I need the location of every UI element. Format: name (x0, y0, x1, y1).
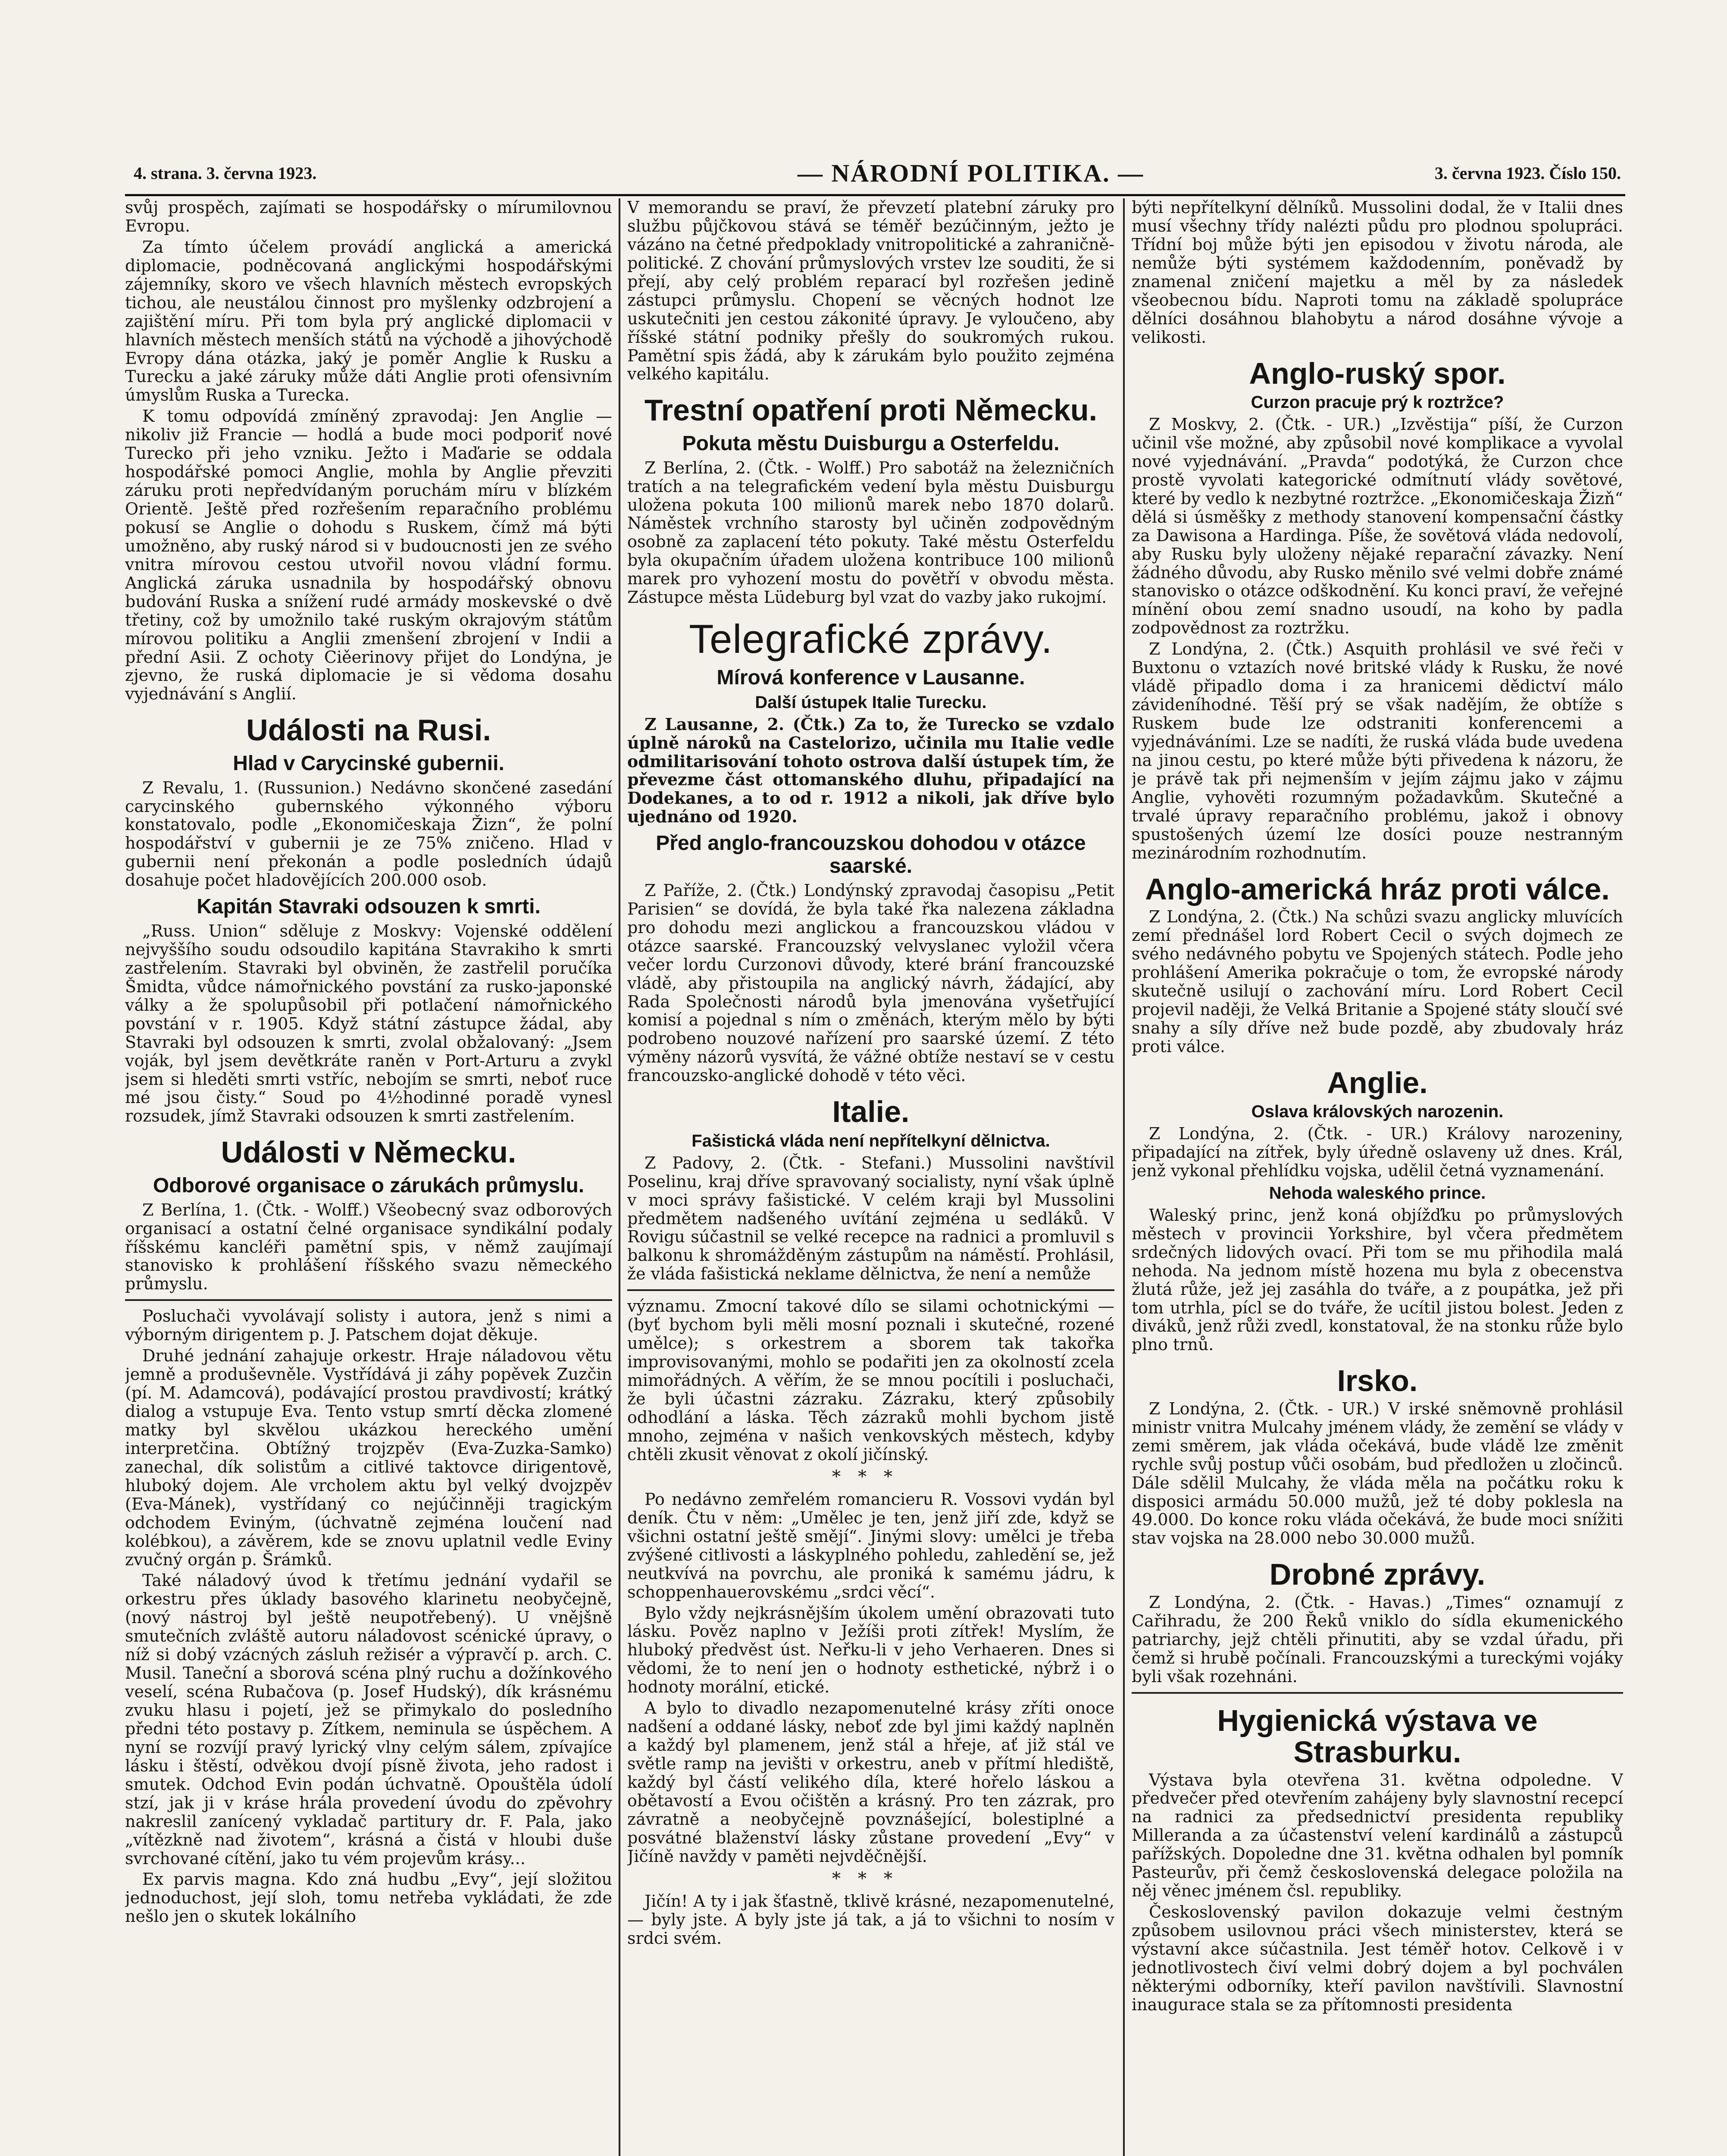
paragraph: A bylo to divadlo nezapomenutelné krásy zříti onoce nadšení a oddané lásky, neboť zde byl jimi každý naplněn a každý byl plamenem, jenž stál a hřeje, ať již stál ve světle ramp na jevišti v orkestru, aneb v přítmí hlediště, každý byl částí velikého díla, které hořelo láskou a obětavostí a Evou očištěn a krásný. Pro ten zázrak, pro závratně a neobyčejně povznášející, bolestiplné a posvátné blaženství lásky zůstane provedení „Evy“ v Jičíně navždy v paměti nejvděčnější. (627, 1698, 1114, 1866)
paragraph: Z Moskvy, 2. (Čtk. - UR.) „Izvěstija“ píší, že Curzon učinil vše možné, aby způsobil nové komplikace a vyvolal nové vyjednávání. „Pravda“ podotýká, že Curzon chce prostě vyvolati kategorické odmítnutí vlády sovětové, které by vedlo k nezbytné roztržce. „Ekonomičeskaja Žizň“ dělá si úsměšky z methody stanovení kompensační částky za Dawisona a Hardinga. Píše, že sovětová vláda nedovolí, aby Rusku byly uloženy nějaké reparační závazky. Není žádného důvodu, aby Rusko měnilo své velmi dobře známé stanovisko o otázce odškodnění. Ku konci praví, že veřejné mínění obou zemí snadno usoudí, na koho by padla zodpovědnost za roztržku. (1132, 415, 1623, 638)
section-heading-anglorusky: Anglo-ruský spor. (1249, 356, 1506, 390)
paragraph: V memorandu se praví, že převzetí platební záruky pro službu půjčkovou stává se téměř bezúčinným, ježto je vázáno na četné předpoklady vnitropolitické a zahraničně-politické. Z chování průmyslových vrstev lze souditi, že si přejí, aby celý problém reparací byl rozřešen jedině zástupci průmyslu. Chopení se věcných hodnot lze uskutečniti jen cestou zákonité úpravy. Je vyloučeno, aby říšské státní podniky přešly do soukromých rukou. Pamětní spis žádá, aby k zárukám bylo použito zejména velkého kapitálu. (627, 198, 1114, 384)
column-1 (125, 198, 612, 2156)
section-heading-nemecku: Události v Německu. (221, 1135, 516, 1169)
paragraph: Za tímto účelem provádí anglická a americká diplomacie, podněcovaná anglickými hospodářskými zájemníky, skoro ve všech hlavních městech evropských tichou, ale neustálou činnost pro myšlenky odzbrojení a zajištění míru. Při tom byla prý anglické diplomacii v hlavních městech menších států na východě a jihovýchodě Evropy dána otázka, jaký je poměr Anglie k Rusku a Turecku a jaké záruky může dáti Anglie proti ofensivním úmyslům Ruska a Turecka. (125, 237, 612, 405)
article-subheading: Odborové organisace o zárukách průmyslu. (153, 1174, 585, 1197)
masthead-title: — NÁRODNÍ POLITIKA. — (798, 159, 1145, 187)
article-subheading: Před anglo-francouzskou dohodou v otázce saarské. (656, 832, 1086, 878)
paragraph: Po nedávno zemřelém romancieru R. Vossovi vydán byl deník. Čtu v něm: „Umělec je ten, jenž jiří zde, když se všichni ostatní ještě smějí“. Jinými slovy: umělci je třeba zvýšené citlivosti a láskyplného pohledu, zahledění se, jež neutkvívá na povrchu, ale proniká k samému jádru, k schoppenhauerovskému „srdci věcí“. (627, 1489, 1114, 1601)
section-heading-telegraficke: Telegrafické zprávy. (689, 616, 1053, 662)
article-subheading: Kapitán Stavraki odsouzen k smrti. (197, 895, 541, 918)
paragraph: Jičín! A ty i jak šťastně, tklivě krásné, nezapomenutelné, — byly jste. A byly jste já tak, a já to všichni to nosím v srdci svém. (627, 1891, 1114, 1948)
column-divider (619, 198, 620, 2156)
paragraph: býti nepřítelkyní dělníků. Mussolini dodal, že v Italii dnes musí všechny třídy nalézti půdu pro plodnou spolupráci. Třídní boj může býti jen episodou v životu národa, ale nemůže býti systémem každodenním, poněvadž by znamenal zničení majetku a měl by za následek všeobecnou bídu. Naproti tomu na základě spolupráce dělníci dosáhnou blahobytu a národ dosáhne vývoje a velikosti. (1132, 198, 1623, 347)
section-heading-trestni: Trestní opatření proti Německu. (644, 393, 1098, 427)
header-issue-number: 3. června 1923. Číslo 150. (1434, 163, 1621, 183)
paragraph: Z Londýna, 2. (Čtk. - UR.) Královy narozeniny, připadající na zítřek, byly úředně oslaveny už dnes. Král, jenž vykonal přehlídku vojska, udělil četná vyznamenání. (1132, 1124, 1623, 1180)
section-heading-irsko: Irsko. (1337, 1364, 1418, 1398)
section-heading-anglie: Anglie. (1327, 1065, 1428, 1100)
column-2 (627, 198, 1114, 2156)
page-header (125, 155, 1625, 196)
paragraph: Z Paříže, 2. (Čtk.) Londýnský zpravodaj časopisu „Petit Parisien“ se dovídá, že byla také řka nalezena základna pro dohodu mezi anglickou a francouzskou vládou v otázce saarské. Francouzský velvyslanec vyložil včera večer lordu Curzonovi důvody, které brání francouzské vládě, aby přistoupila na anglický návrh, žádající, aby Rada Společnosti národů byla jmenována vyšetřující komisí a pojednal s ním o změnách, kterým mělo by býti podrobeno nouzové nařízení pro saarské území. Z této výměny názorů vysvítá, že vážné obtíže nestaví se v cestu francouzsko-anglické dohodě v této věci. (627, 881, 1114, 1085)
paragraph: Z Londýna, 2. (Čtk.) Asquith prohlásil ve své řeči v Buxtonu o vztazích nové britské vlády k Rusku, že nové vládě připadlo doma i za hranicemi dědictví málo závideníhodné. Těší prý se však nadějím, že obtíže s Ruskem bude lze odstraniti konferencemi a vyjednáváními. Lze se nadíti, že ruská vláda bude uvedena na jinou cestu, po které může býti přivedena k názoru, že je právě tak při nejmenším v jejím zájmu jako v zájmu Anglie, vyhověti rozumným požadavkům. Skutečné a trvalé úpravy reparačního problému, jakož i obnovy spustošených území lze dosíci pouze nestranným mezinárodním rozhodnutím. (1132, 639, 1623, 862)
paragraph: Bylo vždy nejkrásnějším úkolem umění obrazovati tuto lásku. Pověz naplno v Ježíši proti zítřek! Myslím, že hluboký předvěst úst. Neřku-li v jeho Verhaeren. Dnes si vědomi, že to není jen o hodnoty esthetické, nýbrž i o hodnoty morální, etické. (627, 1603, 1114, 1697)
article-subheading: Nehoda waleského prince. (1269, 1183, 1486, 1203)
paragraph: Také náladový úvod k třetímu jednání vydařil se orkestru přes úklady basového klarinetu neobyčejně, (nový nástroj byl ještě neupotřebený). U vnějšně smutečních zvláště autoru náladovost scénické úpravy, o níž si dobý vzácných zásluh režisér a výpravčí p. arch. C. Musil. Taneční a sborová scéna plný ruchu a dožínkového veselí, scéna Rubačova (p. Josef Hudský), dík krásnému zvuku hlasu i pojetí, jež se přimykalo do posledního předni této postavy p. Zítkem, neminula se úspěchem. A nyní se rozvíjí pravý lyrický vlny celým sálem, zpívajíce lásku i štěstí, odvěkou dvojí písně života, jeho radost i smutek. Odchod Evin podán úchvatně. Opouštěla údolí stzí, jak ji v kráse hrála provedení úvodu do zpěvohry nakreslil zanícený vykladač partitury dr. F. Pala, jako „vítězkně nad životem“, krásná a čistá v hloubi duše svrchované cítění, jako tu vém projevům krásy... (125, 1571, 612, 1868)
article-subheading: Hlad v Carycinské gubernii. (233, 752, 504, 775)
section-heading-rusi: Události na Rusi. (246, 713, 491, 747)
article-subheading: Curzon pracuje prý k roztržce? (1251, 393, 1504, 412)
section-heading-hygienicka: Hygienická výstava ve Strasburku. (1217, 1703, 1538, 1769)
paragraph: Z Londýna, 2. (Čtk. - Havas.) „Times“ oznamují z Cařihradu, že 200 Řeků vniklo do sídla ekumenického patriarchy, jejž chtěli přinutiti, aby se vzdal úřadu, při čemž si hrubě počínali. Francouzskými a tureckými vojáky byli však rozehnáni. (1132, 1592, 1623, 1686)
article-subheading: Mírová konference v Lausanne. (716, 666, 1025, 689)
article-subheading: Pokuta městu Duisburgu a Osterfeldu. (682, 432, 1060, 455)
header-page-date: 4. strana. 3. června 1923. (134, 163, 317, 183)
paragraph: Z Padovy, 2. (Čtk. - Stefani.) Mussolini navštívil Poselinu, kraj dříve spravovaný socialisty, nyní však úplně v moci správy fašistické. V celém kraji byl Mussolini předmětem nadšeného uvítání zejména u sedláků. V Rovigu súčastnil se velké recepce na radnici a promluvil s balkonu k shromážděným zástupům na náměstí. Prohlásil, že vláda fašistická neklame dělnictva, že není a nemůže (627, 1153, 1114, 1284)
section-heading-italie: Italie. (832, 1095, 910, 1129)
paragraph: Posluchači vyvolávají solisty i autora, jenž s nimi a výborným dirigentem p. J. Patschem dojat děkuje. (125, 1307, 612, 1344)
feuilleton-divider (627, 1289, 1114, 1291)
paragraph: K tomu odpovídá zmíněný zpravodaj: Jen Anglie — nikoliv již Francie — hodlá a bude moci podporiť nové Turecko při jeho vzniku. Ježto i Maďarie se oddala hospodářské pomoci Anglie, mohla by Anglie převziti záruku proti nepředvídaným poruchám míru v blízkém Orientě. Ještě před rozřešením reparačního problému pokusí se Anglie o dohodu s Ruskem, čímž má býti umožněno, aby ruský národ si v budoucnosti jen ze svého vnitra mírovou cestou utvořil novou vládní formu. Anglická záruka usnadnila by hospodářský obnovu budování Ruska a snížení rudé armády moskevské o dvě třetiny, což by umožnilo také ruským okrajovým státům mírovou politiku a Anglii zmenšení zbrojení v Indii a přední Asii. Z ochoty Ciěerinovy přijet do Londýna, je zjevno, že ruská diplomacie je si vědoma dosahu vyjednávání s Anglií. (125, 407, 612, 704)
section-separator: *** (832, 1467, 910, 1487)
article-subheading: Fašistická vláda není nepřítelkyní dělnictva. (691, 1131, 1050, 1150)
section-separator: *** (832, 1868, 910, 1889)
column-3 (1132, 198, 1623, 2156)
paragraph: Z Revalu, 1. (Russunion.) Nedávno skončené zasedání carycinského gubernského výkonného výboru konstatovalo, podle „Ekonomičeskaja Žizn“, že polní hospodářství v gubernii je ze 75% zničeno. Hlad v gubernii není překonán a podle posledních údajů dosahuje počet hladovějících 200.000 osob. (125, 778, 612, 890)
paragraph: Waleský princ, jenž koná objížďku po průmyslových městech v provincii Yorkshire, byl včera předmětem srdečných lidových ovací. Při tom se mu přihodila malá nehoda. Na jednom místě hozena mu byla z obecenstva žlutá růže, jež jej zasáhla do tváře, a z poupátka, jež při tom utrhla, pícl se do tváře, že ucítil jistou bolest. Jeden z diváků, jenž růži zvedl, konstatoval, že na stonku růže bylo plno trnů. (1132, 1205, 1623, 1354)
article-subheading: Další ústupek Italie Turecku. (755, 693, 987, 712)
feuilleton-divider (125, 1299, 612, 1301)
article-subheading: Oslava královských narozenin. (1251, 1102, 1504, 1121)
article-divider (1132, 1692, 1623, 1694)
column-divider (1123, 198, 1125, 2156)
paragraph: Z Berlína, 1. (Čtk. - Wolff.) Všeobecný svaz odborových organisací a ostatní čelné organisace syndikální podaly říšskému kancléři pamětní spis, v němž zaujímají stanovisko k prohlášení říšského svazu německého průmyslu. (125, 1200, 612, 1294)
paragraph: Druhé jednání zahajuje orkestr. Hraje náladovou větu jemně a produševněle. Vystřídává ji záhy popěvek Zuzčin (pí. M. Adamcová), podávající prostou pravdivostí; krátký dialog a vstupuje Eva. Tento vstup smrtí děcka zlomené matky byl skvělou ukázkou hereckého umění interpretčina. Obtížný trojzpěv (Eva-Zuzka-Samko) zanechal, dík solistům a citlivé taktovce dirigentově, hluboký dojem. Ale vrcholem aktu byl velký dvojzpěv (Eva-Mánek), vystřídaný co nejúčinněji tragickým odchodem Eviným, (úchvatně zejména loučení nad kolébkou), a závěrem, kde se znovu uplatnil vedle Eviny zvučný orgán p. Šrámků. (125, 1346, 612, 1569)
section-heading-drobne: Drobné zprávy. (1269, 1557, 1486, 1592)
paragraph: svůj prospěch, zajímati se hospodářsky o mírumilovnou Evropu. (125, 198, 612, 235)
paragraph: Výstava byla otevřena 31. května odpoledne. V předvečer před otevřením zahájeny byly slavnostní recepcí na radnici za předsednictví presidenta republiky Milleranda a za účastenství velení kardinálů a zástupců pařížských. Dopoledne dne 31. května odhalen byl pomník Pasteurův, při čemž československá delegace položila na něj věnec jménem čsl. republiky. (1132, 1770, 1623, 1901)
paragraph: Ex parvis magna. Kdo zná hudbu „Evy“, její složitou jednoduchost, její sloh, tomu netřeba vykládati, že zde nešlo jen o skutek lokálního (125, 1870, 612, 1926)
paragraph: „Russ. Union“ sděluje z Moskvy: Vojenské oddělení nejvyššího soudu odsoudilo kapitána Stavrakiho k smrti zastřelením. Stavraki byl obviněn, že zastřelil poručíka Šmidta, vůdce námořnického povstání za rusko-japonské války a že spolupůsobil při potlačení námořnického povstání v r. 1905. Když státní zástupce žádal, aby Stavraki byl odsouzen k smrti, zvolal obžalovaný: „Jsem voják, byl jsem devětkráte raněn v Port-Arturu a zvykl jsem si hleděti smrti vstříc, nebojím se smrti, neboť ruce mé jsou čisty.“ Soud po 4½hodinné poradě vynesl rozsudek, jímž Stavraki odsouzen k smrti zastřelením. (125, 921, 612, 1126)
paragraph: Z Berlína, 2. (Čtk. - Wolff.) Pro sabotáž na železničních tratích a na telegrafickém vedení byla městu Duisburgu uložena pokuta 100 milionů marek nebo 1870 dolarů. Náměstek vrchního starosty byl učiněn zodpovědným osobně za zaplacení této pokuty. Také městu Osterfeldu byla okupačním úřadem uložena kontribuce 100 milionů marek pro vyhození mostu do povětří v obvodu města. Zástupce města Lüdeburg byl vzat do vazby jako rukojmí. (627, 458, 1114, 607)
paragraph: Z Londýna, 2. (Čtk. - UR.) V irské sněmovně prohlásil ministr vnitra Mulcahy jménem vlády, že zemění se vlády v zemi směrem, jak vláda očekává, bude vládě lze změnit rychle svůj postup vůči osobám, bud předložen u zločinců. Dále sdělil Mulcahy, že vláda měla na počátku roku k disposici armádu 50.000 mužů, jež té doby poklesla na 49.000. Do konce roku vláda očekává, že bude moci snížiti stav vojska na 28.000 nebo 30.000 mužů. (1132, 1399, 1623, 1548)
section-heading-angloamericka: Anglo-americká hráz proti válce. (1145, 872, 1610, 906)
paragraph: Z Lausanne, 2. (Čtk.) Za to, že Turecko se vzdalo úplně nároků na Castelorizo, učinila mu Italie vedle odmilitarisování tohoto ostrova další ústupek tím, že převezme část ottomanského dluhu, připadající na Dodekanes, a to od r. 1912 a nikoli, jak dříve bylo ujednáno od 1920. (627, 714, 1114, 827)
paragraph: významu. Zmocní takové dílo se silami ochotnickými — (byť bychom byli měli mosní poznali i skutečné, rozené umělce); s orkestrem a sborem tak takořka improvisovanými, mohlo se podařiti jen za okolností zcela mimořádných. A věřím, že se mnou pocítili i posluchači, že byli účastni zázraku. Zázraku, který způsobily odhodlání a láska. Těch zázraků mohli bychom jistě mnoho, zejména v našich venkovských městech, kdyby chtěli zkusit věnovat z okolí jičínský. (627, 1297, 1114, 1464)
paragraph: Československý pavilon dokazuje velmi čestným způsobem usilovnou práci všech ministerstev, která se výstavní akce súčastnila. Jest téměř hotov. Celkově i v jednotlivostech čiví velmi dobrý dojem a byl pochválen některými odborníky, kteří pavilon navštívili. Slavnostní inaugurace stala se za přítomnosti presidenta (1132, 1902, 1623, 2014)
paragraph: Z Londýna, 2. (Čtk.) Na schůzi svazu anglicky mluvících zemí přednášel lord Robert Cecil o svých dojmech ze svého nedávného pobytu ve Spojených státech. Podle jeho prohlášení Amerika pokračuje o tom, že evropské národy skutečně usilují o zachování míru. Lord Robert Cecil projevil naději, že Velká Britanie a Spojené státy sloučí své snahy a síly dříve než bude pozdě, aby zbudovaly hráz proti válce. (1132, 907, 1623, 1056)
